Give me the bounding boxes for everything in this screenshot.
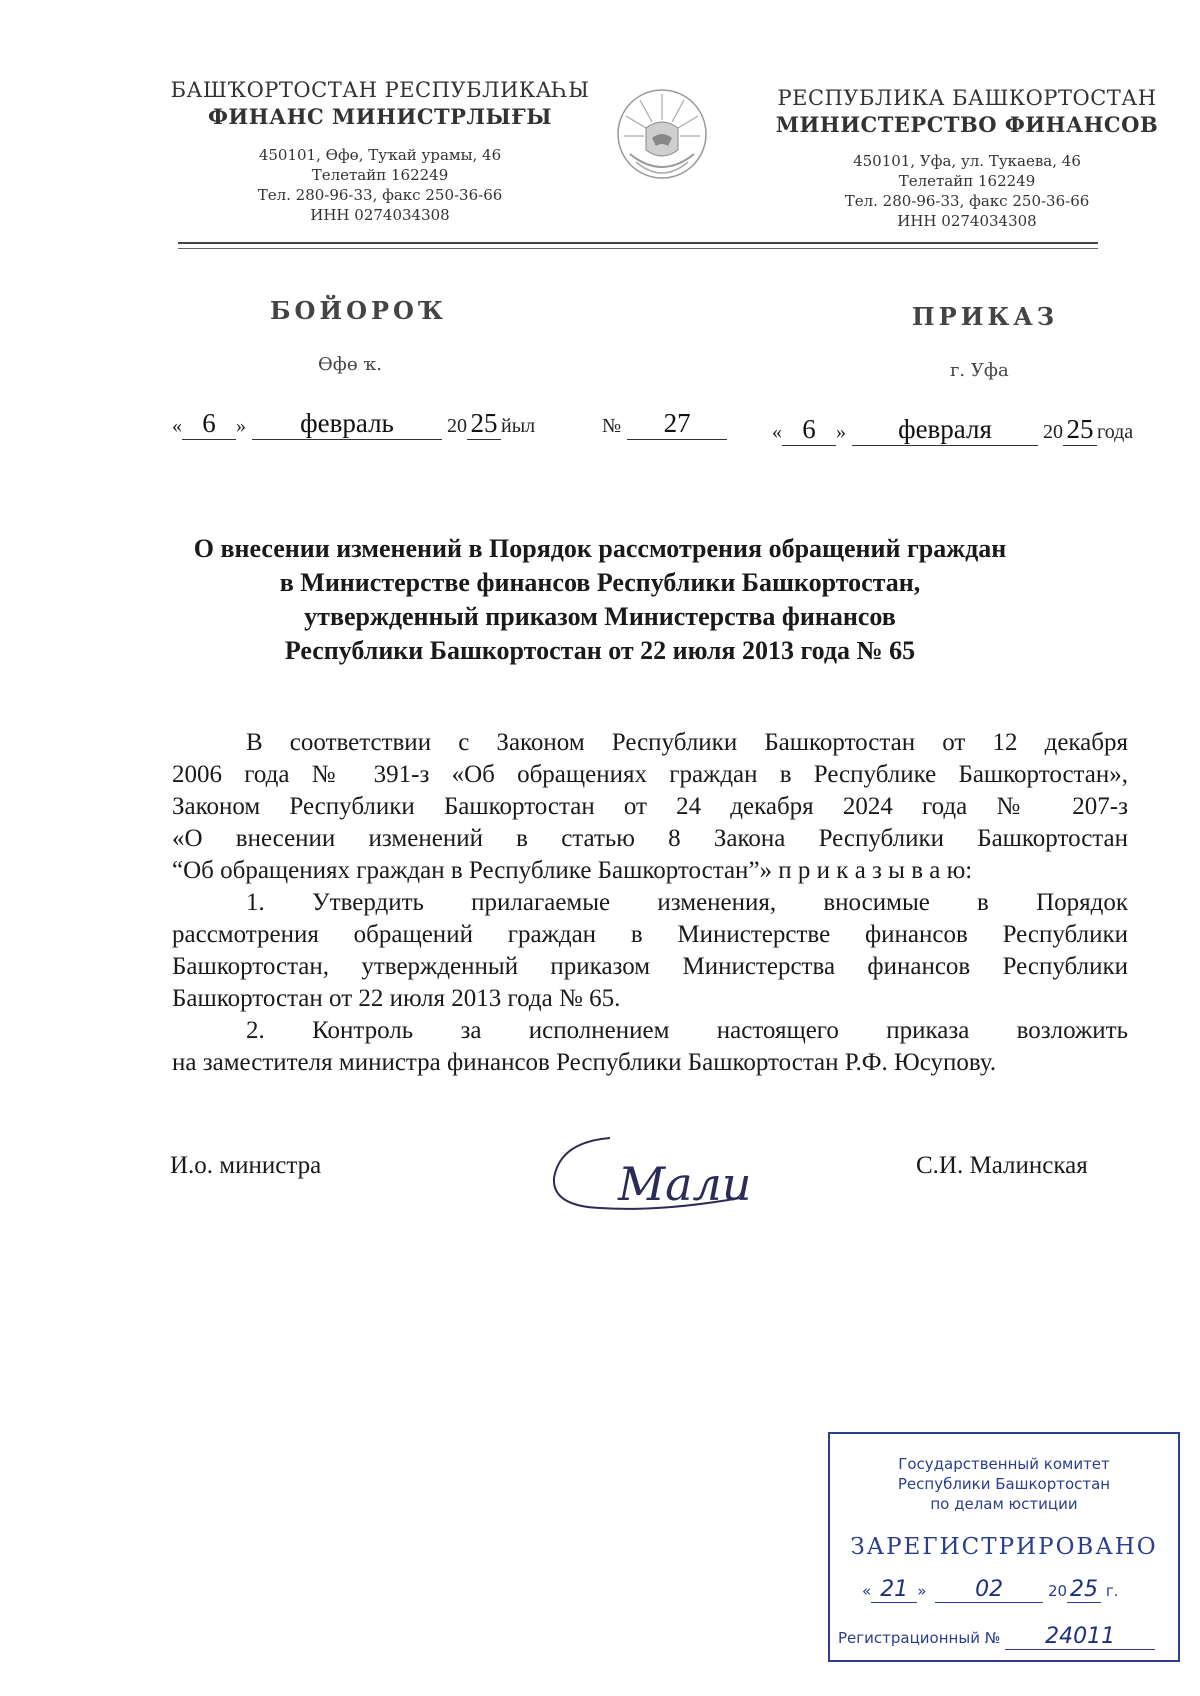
header-right-line2: МИНИСТЕРСТВО ФИНАНСОВ xyxy=(775,112,1159,137)
header-right-line1: РЕСПУБЛИКА БАШКОРТОСТАН xyxy=(777,86,1157,110)
dateline-number xyxy=(602,408,727,440)
header-left-phone: Тел. 280-96-33, факс 250-36-66 xyxy=(257,186,503,204)
open-quote: « xyxy=(172,415,182,437)
city-russian: г. Уфа xyxy=(950,360,1009,381)
number-label: № xyxy=(602,415,622,437)
stamp-org-line-1: Государственный комитет xyxy=(898,1455,1110,1473)
close-quote: » xyxy=(236,415,246,437)
dateline-left xyxy=(172,408,535,440)
order-word-bashkir: БОЙОРОҠ xyxy=(270,296,447,325)
item1-line-4: Башкортостан от 22 июля 2013 года № 65. xyxy=(172,985,621,1012)
stamp-org-line-2: Республики Башкортостан xyxy=(897,1475,1111,1493)
city-bashkir: Өфө ҡ. xyxy=(318,354,383,375)
stamp-open-quote: « xyxy=(862,1582,872,1600)
left-century: 20 xyxy=(447,415,467,437)
item1-line-2: рассмотрения обращений граждан в Министерстве финансов Республики xyxy=(172,921,1128,948)
item2-line-1: 2. Контроль за исполнением настоящего приказа возложить xyxy=(246,1017,1128,1044)
stamp-date xyxy=(862,1577,1118,1603)
stamp-day: 21 xyxy=(871,1577,917,1603)
right-day: 6 xyxy=(782,414,836,446)
stamp-reg-label: Регистрационный № xyxy=(838,1629,1001,1647)
item2-line-2: на заместителя министра финансов Республики Башкортостан Р.Ф. Юсупову. xyxy=(172,1049,997,1076)
right-year-suffix: года xyxy=(1097,421,1134,443)
order-word-russian: ПРИКАЗ xyxy=(912,302,1059,331)
coat-of-arms-emblem xyxy=(612,80,712,190)
header-left-address: 450101, Өфө, Туҡай урамы, 46 xyxy=(258,146,502,164)
preamble-line-2: 2006 года № 391-з «Об обращениях граждан в Республике Башкортостан», xyxy=(172,761,1128,788)
preamble-line-1: В соответствии с Законом Республики Башкортостан от 12 декабря xyxy=(246,729,1128,756)
order-number: 27 xyxy=(627,408,727,440)
title-line-4: Республики Башкортостан от 22 июля 2013 года № 65 xyxy=(284,636,916,665)
header-left xyxy=(160,78,600,225)
title-line-1: О внесении изменений в Порядок рассмотрения обращений граждан xyxy=(193,534,1007,563)
registration-stamp xyxy=(828,1432,1180,1662)
stamp-org-line-3: по делам юстиции xyxy=(930,1495,1078,1513)
header-left-line2: ФИНАНС МИНИСТРЛЫҒЫ xyxy=(207,104,552,129)
right-month: февраля xyxy=(852,414,1038,446)
title-line-2: в Министерстве финансов Республики Башкортостан, xyxy=(279,568,921,597)
preamble-line-3: Законом Республики Башкортостан от 24 декабря 2024 года № 207-з xyxy=(172,793,1128,820)
header-right-address: 450101, Уфа, ул. Тукаева, 46 xyxy=(853,152,1081,170)
signature-scrawl: Мали xyxy=(618,1157,752,1211)
preamble-line-5 xyxy=(172,855,1128,887)
right-century: 20 xyxy=(1043,421,1063,443)
stamp-reg-number: 24011 xyxy=(1005,1624,1155,1650)
header-left-teletype: Телетайп 162249 xyxy=(311,166,449,184)
header-right-inn: ИНН 0274034308 xyxy=(897,212,1037,230)
orders-word: п р и к а з ы в а ю: xyxy=(778,857,973,884)
item1-line-3: Башкортостан, утвержденный приказом Министерства финансов Республики xyxy=(172,953,1128,980)
header-right-phone: Тел. 280-96-33, факс 250-36-66 xyxy=(844,192,1090,210)
stamp-year: 25 xyxy=(1067,1577,1101,1603)
document-body xyxy=(172,727,1128,1079)
title-line-3: утвержденный приказом Министерства финансов xyxy=(304,602,896,631)
open-quote: « xyxy=(772,421,782,443)
item1-line-1: 1. Утвердить прилагаемые изменения, вносимые в Порядок xyxy=(246,889,1128,916)
left-day: 6 xyxy=(182,408,236,440)
header-rule-thin xyxy=(178,248,1098,249)
preamble-line-4: «О внесении изменений в статью 8 Закона Республики Башкортостан xyxy=(172,825,1128,852)
header-left-line1: БАШҠОРТОСТАН РЕСПУБЛИКАҺЫ xyxy=(170,78,590,102)
signature-position: И.о. министра xyxy=(170,1152,322,1179)
header-rule xyxy=(178,242,1098,244)
stamp-registration-number xyxy=(838,1624,1155,1650)
left-year: 25 xyxy=(467,408,501,440)
header-right xyxy=(752,86,1182,231)
left-month: февраль xyxy=(252,408,442,440)
header-right-teletype: Телетайп 162249 xyxy=(898,172,1036,190)
stamp-registered: ЗАРЕГИСТРИРОВАНО xyxy=(850,1534,1158,1560)
handwritten-signature xyxy=(540,1128,760,1218)
stamp-organization xyxy=(830,1454,1178,1514)
preamble-law-name: “Об обращениях граждан в Республике Башкортостан”» xyxy=(172,857,773,884)
stamp-close-quote: » xyxy=(917,1582,927,1600)
dateline-right xyxy=(772,414,1133,446)
right-year: 25 xyxy=(1063,414,1097,446)
signatory-name: С.И. Малинская xyxy=(916,1152,1088,1179)
stamp-year-suffix: г. xyxy=(1105,1582,1119,1600)
stamp-month: 02 xyxy=(935,1577,1043,1603)
document-title xyxy=(150,532,1050,668)
close-quote: » xyxy=(836,421,846,443)
stamp-century: 20 xyxy=(1047,1582,1068,1600)
header-left-inn: ИНН 0274034308 xyxy=(310,206,450,224)
left-year-suffix: йыл xyxy=(501,415,536,437)
